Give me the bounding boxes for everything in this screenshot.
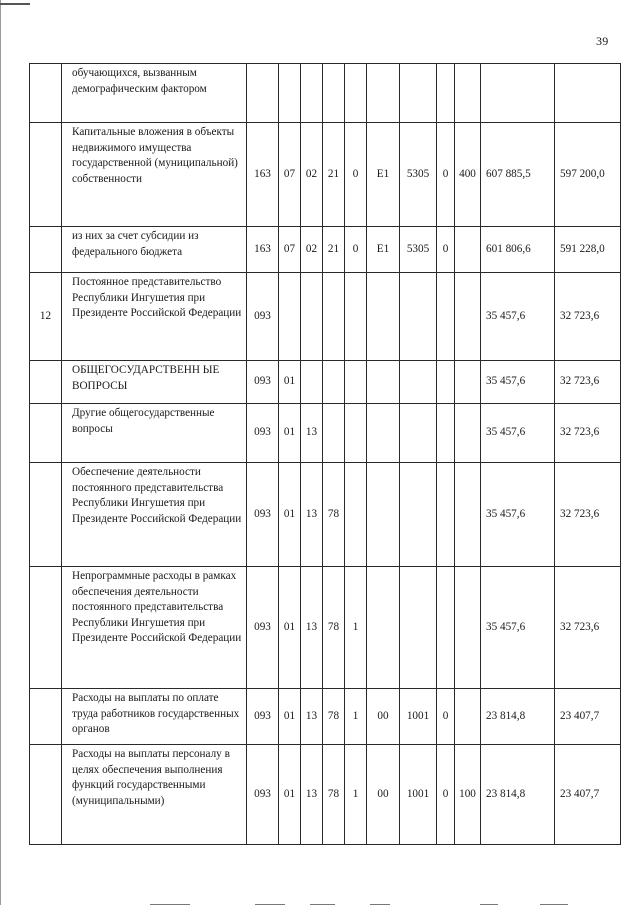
cell-vr	[455, 463, 481, 567]
cell-cs5: 0	[437, 227, 455, 273]
cell-cs4	[400, 463, 437, 567]
cell-pr: 13	[301, 689, 323, 745]
cell-name: Постоянное представительство Республики Ингушетия при Президенте Российской Федерации	[62, 273, 247, 361]
cell-cs3	[367, 567, 400, 689]
cell-sum2: 591 228,0	[555, 227, 621, 273]
cell-sum2: 32 723,6	[555, 567, 621, 689]
cell-name: обучающихся, вызванным демографическим фактором	[62, 64, 247, 123]
cell-sum2: 32 723,6	[555, 463, 621, 567]
cell-pr	[301, 361, 323, 404]
cell-cs5: 0	[437, 689, 455, 745]
cell-cs3: E1	[367, 227, 400, 273]
cell-pr: 13	[301, 567, 323, 689]
cell-ved: 093	[247, 689, 279, 745]
cell-cs4	[400, 64, 437, 123]
cell-name: ОБЩЕГОСУДАРСТВЕНН ЫЕ ВОПРОСЫ	[62, 361, 247, 404]
cell-sum1: 35 457,6	[481, 463, 555, 567]
cell-cs1: 21	[323, 123, 345, 227]
cell-vr	[455, 567, 481, 689]
cell-cs3	[367, 463, 400, 567]
cell-sum1: 35 457,6	[481, 567, 555, 689]
cell-num	[30, 123, 62, 227]
cell-ved: 163	[247, 227, 279, 273]
cell-cs4	[400, 404, 437, 463]
cell-sum1: 23 814,8	[481, 745, 555, 845]
cell-vr: 100	[455, 745, 481, 845]
cell-cs3	[367, 64, 400, 123]
cell-cs2	[345, 361, 367, 404]
cell-rz: 01	[279, 361, 301, 404]
budget-table	[29, 63, 621, 845]
cell-name: Расходы на выплаты по оплате труда работников государственных органов	[62, 689, 247, 745]
cell-sum1: 35 457,6	[481, 361, 555, 404]
cell-cs4	[400, 273, 437, 361]
cell-cs3: E1	[367, 123, 400, 227]
cell-cs1: 78	[323, 689, 345, 745]
cell-name: Обеспечение деятельности постоянного представительства Республики Ингушетия при Президенте Российской Федерации	[62, 463, 247, 567]
cell-cs2	[345, 404, 367, 463]
cell-cs4: 1001	[400, 689, 437, 745]
cell-cs5	[437, 361, 455, 404]
table-row	[30, 404, 621, 463]
cell-name: Расходы на выплаты персоналу в целях обеспечения выполнения функций государственными (муниципальными)	[62, 745, 247, 845]
cell-pr: 13	[301, 404, 323, 463]
cell-name: Непрограммные расходы в рамках обеспечения деятельности постоянного представительства Республики Ингушетия при Президенте Российской Федерации	[62, 567, 247, 689]
table-row	[30, 361, 621, 404]
cell-sum1: 607 885,5	[481, 123, 555, 227]
cell-pr	[301, 273, 323, 361]
cell-cs3: 00	[367, 689, 400, 745]
cell-cs2: 1	[345, 745, 367, 845]
cell-ved: 093	[247, 567, 279, 689]
table-row	[30, 123, 621, 227]
cell-cs4: 5305	[400, 227, 437, 273]
cell-sum2: 32 723,6	[555, 273, 621, 361]
cell-rz	[279, 64, 301, 123]
cell-pr: 02	[301, 123, 323, 227]
table-row	[30, 227, 621, 273]
cell-vr	[455, 689, 481, 745]
cell-sum1: 35 457,6	[481, 404, 555, 463]
cell-num	[30, 463, 62, 567]
cell-vr	[455, 227, 481, 273]
cell-cs4	[400, 361, 437, 404]
cell-cs3	[367, 361, 400, 404]
table-row	[30, 745, 621, 845]
cell-cs2	[345, 273, 367, 361]
table-row	[30, 273, 621, 361]
scan-mark-top	[0, 3, 30, 5]
cell-sum2: 23 407,7	[555, 689, 621, 745]
cell-cs2: 1	[345, 689, 367, 745]
cell-sum2: 23 407,7	[555, 745, 621, 845]
table-row	[30, 689, 621, 745]
cell-ved: 093	[247, 463, 279, 567]
cell-num	[30, 567, 62, 689]
cell-num	[30, 64, 62, 123]
cell-vr: 400	[455, 123, 481, 227]
cell-cs1: 21	[323, 227, 345, 273]
cell-sum1	[481, 64, 555, 123]
cell-rz: 01	[279, 463, 301, 567]
cell-cs5	[437, 273, 455, 361]
cell-sum2: 597 200,0	[555, 123, 621, 227]
cell-vr	[455, 404, 481, 463]
cell-cs5	[437, 64, 455, 123]
cell-rz: 01	[279, 567, 301, 689]
cell-cs5	[437, 567, 455, 689]
cell-cs5	[437, 404, 455, 463]
cell-ved: 163	[247, 123, 279, 227]
cell-cs2	[345, 64, 367, 123]
cell-ved: 093	[247, 361, 279, 404]
cell-sum2	[555, 64, 621, 123]
cell-sum2: 32 723,6	[555, 361, 621, 404]
cell-cs3	[367, 404, 400, 463]
cell-num	[30, 227, 62, 273]
cell-cs5	[437, 463, 455, 567]
page-number: 39	[596, 34, 609, 48]
cell-vr	[455, 64, 481, 123]
cell-rz	[279, 273, 301, 361]
cell-pr: 13	[301, 745, 323, 845]
cell-num	[30, 404, 62, 463]
cell-cs3: 00	[367, 745, 400, 845]
cell-ved: 093	[247, 404, 279, 463]
cell-ved	[247, 64, 279, 123]
cell-cs1: 78	[323, 463, 345, 567]
cell-name: из них за счет субсидии из федерального бюджета	[62, 227, 247, 273]
cell-num	[30, 745, 62, 845]
cell-cs1	[323, 64, 345, 123]
cell-sum1: 601 806,6	[481, 227, 555, 273]
cell-cs1: 78	[323, 745, 345, 845]
cell-cs2: 0	[345, 227, 367, 273]
cell-vr	[455, 361, 481, 404]
cell-cs4	[400, 567, 437, 689]
cell-vr	[455, 273, 481, 361]
cell-name: Капитальные вложения в объекты недвижимого имущества государственной (муниципальной) собственности	[62, 123, 247, 227]
cell-rz: 01	[279, 689, 301, 745]
cell-num	[30, 689, 62, 745]
cell-sum1: 35 457,6	[481, 273, 555, 361]
cell-rz: 07	[279, 123, 301, 227]
page-left-edge	[0, 0, 1, 905]
cell-cs4: 5305	[400, 123, 437, 227]
table-row	[30, 64, 621, 123]
cell-cs2: 1	[345, 567, 367, 689]
cell-rz: 07	[279, 227, 301, 273]
table-row	[30, 567, 621, 689]
cell-pr: 13	[301, 463, 323, 567]
cell-cs3	[367, 273, 400, 361]
cell-cs2	[345, 463, 367, 567]
cell-pr: 02	[301, 227, 323, 273]
cell-cs1	[323, 404, 345, 463]
cell-cs1	[323, 273, 345, 361]
cell-sum2: 32 723,6	[555, 404, 621, 463]
cell-cs1: 78	[323, 567, 345, 689]
cell-cs1	[323, 361, 345, 404]
cell-name: Другие общегосударственные вопросы	[62, 404, 247, 463]
cell-cs5: 0	[437, 745, 455, 845]
table-row	[30, 463, 621, 567]
cell-pr	[301, 64, 323, 123]
cell-cs2: 0	[345, 123, 367, 227]
cell-ved: 093	[247, 273, 279, 361]
cell-rz: 01	[279, 745, 301, 845]
cell-rz: 01	[279, 404, 301, 463]
table-body	[30, 64, 621, 845]
cell-cs4: 1001	[400, 745, 437, 845]
cell-num	[30, 361, 62, 404]
cell-sum1: 23 814,8	[481, 689, 555, 745]
cell-ved: 093	[247, 745, 279, 845]
cell-cs5: 0	[437, 123, 455, 227]
cell-num: 12	[30, 273, 62, 361]
